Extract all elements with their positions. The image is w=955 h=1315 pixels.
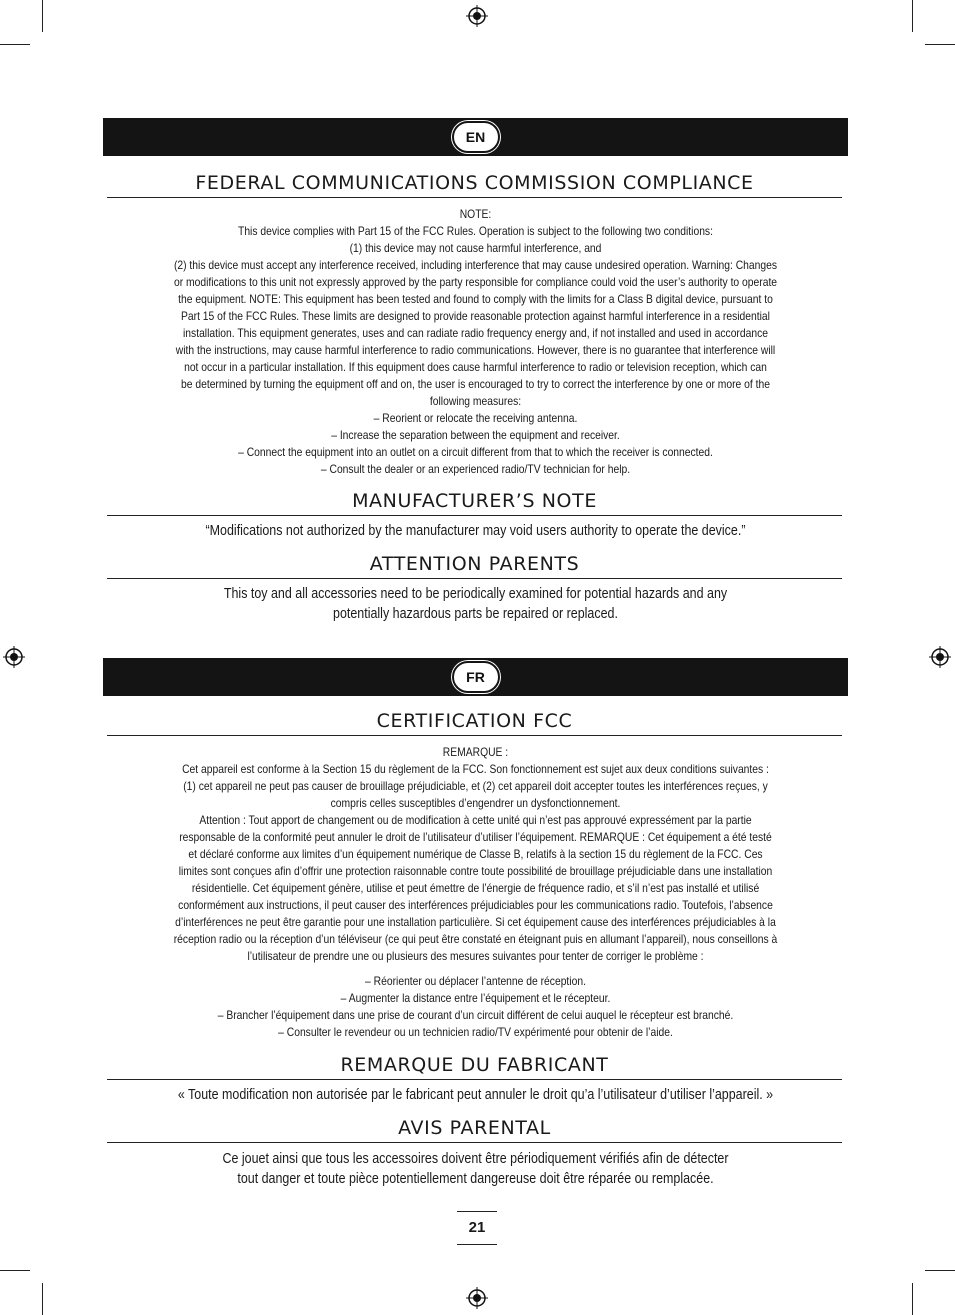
text-line: réception radio ou la réception d’un téléviseur (ce qui peut être constaté en éteignant puis en allumant l’appareil), nous conseillons à bbox=[173, 932, 778, 946]
text-line: NOTE: bbox=[459, 207, 492, 221]
language-band-fr bbox=[103, 658, 848, 696]
text-line: responsable de la conformité peut annuler le droit de l’utilisateur d’utiliser l’équipement. REMARQUE : Cet équipement a été testé bbox=[179, 830, 772, 844]
text-line: – Connect the equipment into an outlet on a circuit different from that to which the receiver is connected. bbox=[238, 445, 713, 459]
text-line: be determined by turning the equipment off and on, the user is encouraged to try to correct the interference by one or more of the bbox=[181, 377, 770, 391]
text-line: (1) cet appareil ne peut pas causer de brouillage préjudiciable, et (2) cet appareil doit accepter toutes les interférences reçues, y bbox=[183, 779, 768, 793]
parents-text-en bbox=[159, 584, 791, 624]
section-title-parents-en: ATTENTION PARENTS bbox=[107, 553, 842, 579]
language-badge-fr: FR bbox=[452, 661, 500, 693]
text-line: conformément aux instructions, il peut causer des interférences préjudiciables pour les communications radio. Toutefois, l’absence bbox=[178, 898, 773, 912]
page-number: 21 bbox=[457, 1211, 497, 1245]
text-line: – Réorienter ou déplacer l’antenne de réception. bbox=[365, 974, 586, 988]
text-line: compris celles susceptibles d’engendrer un dysfonctionnement. bbox=[330, 796, 621, 810]
fcc-text-fr bbox=[159, 744, 791, 965]
text-line: not occur in a particular installation. If this equipment does cause harmful interference to radio or television reception, which can bbox=[184, 360, 767, 374]
manufacturer-text-fr bbox=[159, 1085, 791, 1105]
text-line: Ce jouet ainsi que tous les accessoires doivent être périodiquement vérifiés afin de détecter bbox=[222, 1151, 729, 1167]
parents-text-fr bbox=[159, 1149, 791, 1189]
manufacturer-text-en bbox=[159, 521, 791, 541]
text-line: (1) this device may not cause harmful interference, and bbox=[349, 241, 602, 255]
section-title-manufacturer-en: MANUFACTURER’S NOTE bbox=[107, 490, 842, 516]
text-line: tout danger et toute pièce potentiellement dangereuse doit être réparée ou remplacée. bbox=[237, 1171, 714, 1187]
text-line: l’utilisateur de prendre une ou plusieurs des mesures suivantes pour tenter de corriger le problème : bbox=[247, 949, 704, 963]
registration-mark-icon bbox=[929, 646, 951, 668]
text-line: résidentielle. Cet équipement génère, utilise et peut émettre de l’énergie de fréquence radio, et s’il n’est pas installé et utilisé bbox=[191, 881, 760, 895]
crop-mark bbox=[42, 1283, 43, 1315]
crop-mark bbox=[912, 1283, 913, 1315]
text-line: d’interférences ne peut être garantie pour une installation particulière. Si cet équipement cause des interférences préjudiciables à la bbox=[175, 915, 776, 929]
text-line: – Consult the dealer or an experienced radio/TV technician for help. bbox=[320, 462, 631, 476]
text-line: – Consulter le revendeur ou un technicien radio/TV expérimenté pour obtenir de l’aide. bbox=[278, 1025, 673, 1039]
section-title-manufacturer-fr: REMARQUE DU FABRICANT bbox=[107, 1054, 842, 1080]
registration-mark-icon bbox=[466, 5, 488, 27]
text-line: – Brancher l’équipement dans une prise de courant d’un circuit différent de celui auquel le récepteur est branché. bbox=[217, 1008, 734, 1022]
crop-mark bbox=[0, 44, 30, 45]
text-line: the equipment. NOTE: This equipment has been tested and found to comply with the limits for a Class B digital device, pursuant to bbox=[178, 292, 773, 306]
text-line: installation. This equipment generates, uses and can radiate radio frequency energy and, if not installed and used in accordance bbox=[183, 326, 768, 340]
text-line: – Augmenter la distance entre l’équipement et le récepteur. bbox=[340, 991, 611, 1005]
registration-mark-icon bbox=[466, 1287, 488, 1309]
crop-mark bbox=[925, 44, 955, 45]
crop-mark bbox=[912, 0, 913, 32]
text-line: Cet appareil est conforme à la Section 15 du règlement de la FCC. Son fonctionnement est sujet aux deux conditions suivantes : bbox=[182, 762, 769, 776]
text-line: “Modifications not authorized by the manufacturer may void users authority to operate the device.” bbox=[205, 523, 746, 539]
text-line: or modifications to this unit not expressly approved by the party responsible for compliance could void the user’s authority to operate bbox=[173, 275, 778, 289]
text-line: potentially hazardous parts be repaired or replaced. bbox=[333, 606, 618, 622]
fcc-measures-fr bbox=[159, 973, 791, 1041]
text-line: This device complies with Part 15 of the FCC Rules. Operation is subject to the following two conditions: bbox=[238, 224, 713, 238]
text-line: – Reorient or relocate the receiving antenna. bbox=[373, 411, 578, 425]
crop-mark bbox=[925, 1270, 955, 1271]
text-line: with the instructions, may cause harmful interference to radio communications. However, there is no guarantee that interference will bbox=[175, 343, 776, 357]
section-title-parents-fr: AVIS PARENTAL bbox=[107, 1117, 842, 1143]
text-line: – Increase the separation between the equipment and receiver. bbox=[331, 428, 620, 442]
section-title-fcc-fr: CERTIFICATION FCC bbox=[107, 710, 842, 736]
text-line: following measures: bbox=[429, 394, 522, 408]
text-line: Attention : Tout apport de changement ou de modification à cette unité qui n’est pas approuvé expressément par la partie bbox=[199, 813, 752, 827]
text-line: et déclaré conforme aux limites d’un équipement numérique de Classe B, relatifs à la section 15 du règlement de la FCC. Ces bbox=[188, 847, 763, 861]
text-line: (2) this device must accept any interference received, including interference that may cause undesired operation. Warning: Changes bbox=[173, 258, 778, 272]
text-line: limites sont conçues afin d’offrir une protection raisonnable contre toute possibilité de brouillage préjudiciable dans une installation bbox=[178, 864, 773, 878]
crop-mark bbox=[0, 1270, 30, 1271]
language-band-en bbox=[103, 118, 848, 156]
fcc-text-en bbox=[159, 206, 791, 478]
registration-mark-icon bbox=[3, 646, 25, 668]
text-line: « Toute modification non autorisée par le fabricant peut annuler le droit qu’a l’utilisateur d’utiliser l’appareil. » bbox=[177, 1087, 774, 1103]
text-line: Part 15 of the FCC Rules. These limits are designed to provide reasonable protection against harmful interference in a residential bbox=[181, 309, 770, 323]
text-line: This toy and all accessories need to be periodically examined for potential hazards and any bbox=[223, 586, 728, 602]
language-badge-en: EN bbox=[452, 121, 500, 153]
section-title-fcc-en: FEDERAL COMMUNICATIONS COMMISSION COMPLIANCE bbox=[107, 172, 842, 198]
text-line: REMARQUE : bbox=[442, 745, 509, 759]
crop-mark bbox=[42, 0, 43, 32]
